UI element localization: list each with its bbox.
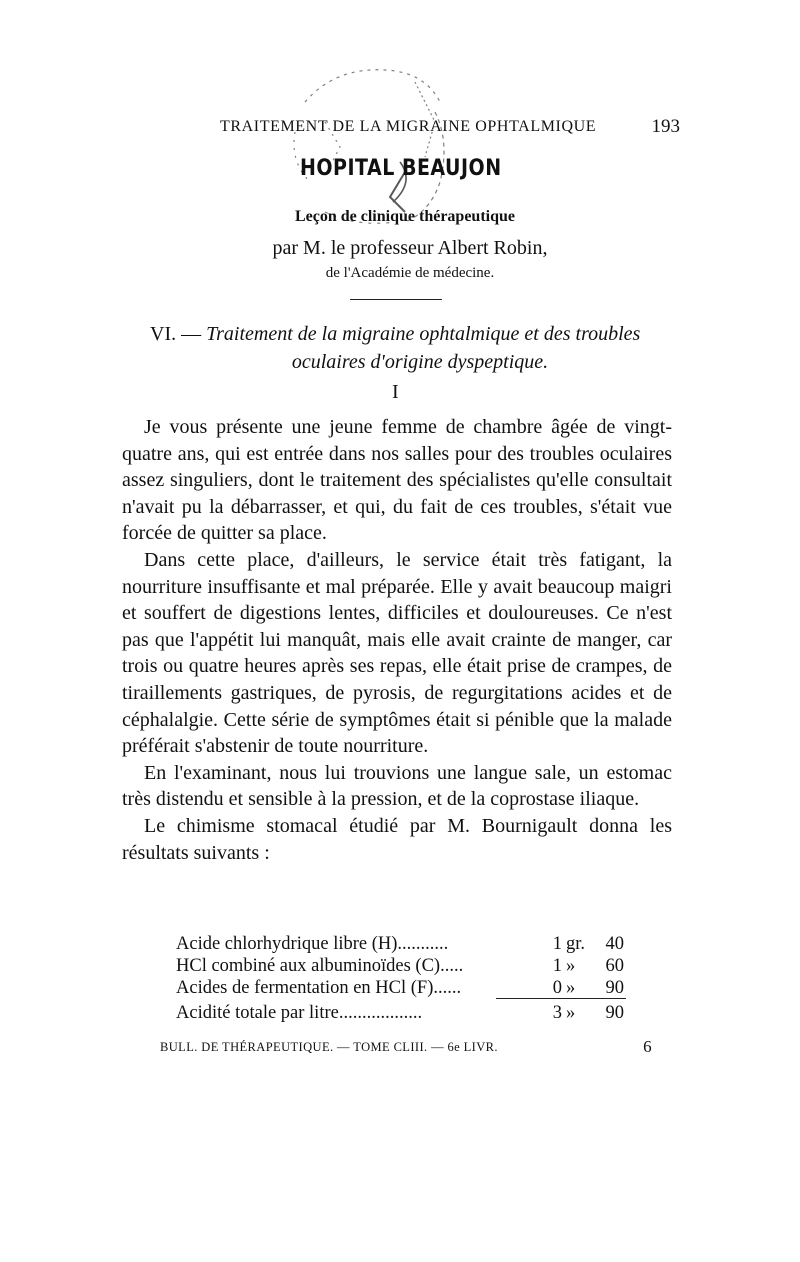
result-unit: »	[566, 978, 576, 998]
lesson-type: Leçon de clinique thérapeutique	[294, 208, 515, 225]
total-num: 90	[605, 1003, 624, 1023]
result-label: HCl combiné aux albuminoïdes (C).....	[176, 956, 464, 976]
hospital-stamp	[265, 62, 495, 230]
stamp-ink-icon	[265, 62, 495, 230]
running-head	[210, 118, 680, 142]
total-row	[176, 1002, 626, 1024]
running-title: TRAITEMENT DE LA MIGRAINE OPHTALMIQUE	[220, 118, 597, 135]
total-rule	[496, 998, 626, 999]
result-num: 60	[605, 956, 624, 976]
result-row	[176, 955, 626, 977]
section-title-line1: Traitement de la migraine ophtalmique et des troubles	[206, 323, 641, 345]
author-line: par M. le professeur Albert Robin,	[272, 237, 548, 259]
result-unit: gr.	[566, 934, 586, 954]
result-num: 40	[605, 934, 624, 954]
section-number: VI. —	[150, 323, 202, 345]
footer-signature: BULL. DE THÉRAPEUTIQUE. — TOME CLIII. — 6e LIVR.	[160, 1040, 498, 1054]
total-label: Acidité totale par litre..................	[176, 1003, 423, 1023]
paragraph: Je vous présente une jeune femme de chambre âgée de vingt-quatre ans, qui est entrée dans nos salles pour des troubles oculaires assez singuliers, dont le traitement des spécialistes qu'elle consultait n'avait pu la débarrasser, et qui, du fait de ces troubles, s'était vue forcée de quitter sa place.	[122, 416, 672, 545]
results-table	[176, 933, 626, 1024]
signature-number: 6	[643, 1037, 652, 1056]
body-text	[122, 414, 672, 866]
result-num: 90	[605, 978, 624, 998]
paragraph: Le chimisme stomacal étudié par M. Bournigault donna les résultats suivants :	[122, 814, 672, 864]
page-number: 193	[651, 116, 680, 137]
result-row	[176, 933, 626, 955]
paragraph: En l'examinant, nous lui trouvions une langue sale, un estomac très distendu et sensible à la pression, et de la coprostase iliaque.	[122, 761, 672, 811]
page-footer	[160, 1037, 660, 1060]
result-label: Acides de fermentation en HCl (F)......	[176, 978, 462, 998]
total-value: 3	[552, 1003, 562, 1023]
separator-rule	[350, 299, 442, 300]
total-unit: »	[566, 1003, 576, 1023]
result-value: 0	[552, 978, 562, 998]
section-title	[150, 320, 650, 376]
paragraph: Dans cette place, d'ailleurs, le service était très fatigant, la nourriture insuffisante et mal préparée. Elle y avait beaucoup maigri et souffert de digestions lentes, difficiles et douloureuses. Ce n'est pas que l'appétit lui manquât, mais elle avait crainte de manger, car trois ou quatre heures après ses repas, elle était prise de crampes, de tiraillements gastriques, de pyrosis, de regurgitations acides et de céphalalgie. Cette série de symptômes était si pénible que la malade préférait s'abstenir de toute nourriture.	[122, 548, 672, 758]
result-value: 1	[552, 956, 562, 976]
section-title-line2: oculaires d'origine dyspeptique.	[291, 351, 549, 373]
affiliation-line: de l'Académie de médecine.	[325, 265, 495, 281]
result-unit: »	[566, 956, 576, 976]
result-value: 1	[552, 934, 562, 954]
stamp-text: HOPITAL BEAUJON	[300, 155, 502, 181]
result-row	[176, 977, 626, 999]
result-label: Acide chlorhydrique libre (H)...........	[176, 934, 449, 954]
subsection-number: I	[392, 381, 399, 403]
